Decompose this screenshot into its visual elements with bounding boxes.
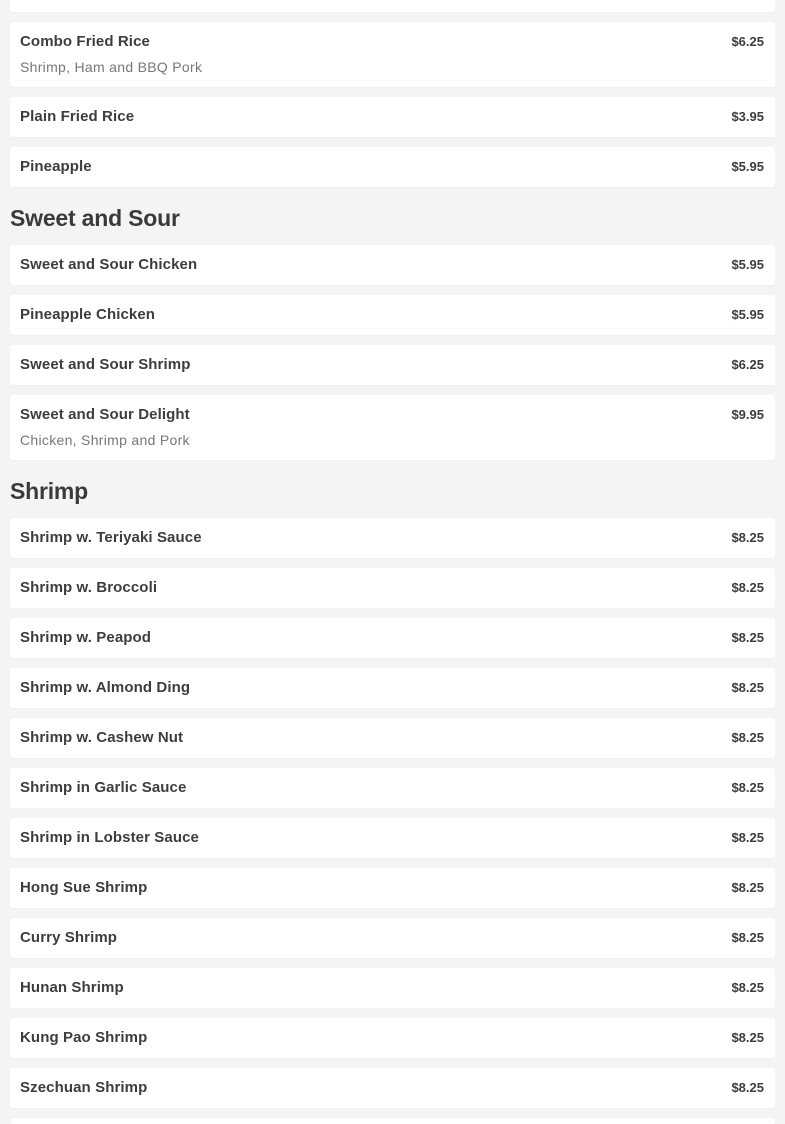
menu-item-name: Sweet and Sour Shrimp [20,356,191,373]
menu-item-price: $6.25 [731,357,764,372]
menu-item-card[interactable] [10,1018,775,1058]
menu-item-card[interactable] [10,395,775,460]
section-title-sweet-and-sour: Sweet and Sour [10,205,180,231]
menu-item-card[interactable] [10,668,775,708]
menu-item-card[interactable] [10,518,775,558]
menu-item-card[interactable] [10,618,775,658]
menu-item-name: Shrimp w. Almond Ding [20,679,191,696]
menu-item-name: Sweet and Sour Delight [20,406,190,423]
menu-item-name: Hunan Shrimp [20,979,124,996]
menu-item-card[interactable] [10,245,775,285]
menu-item-name: Pineapple [20,158,92,175]
menu-item-card[interactable] [10,295,775,335]
menu-item-price: $8.25 [731,830,764,845]
menu-item-price: $8.25 [731,1080,764,1095]
menu-item-card[interactable] [10,768,775,808]
menu-item-name: Pineapple Chicken [20,306,156,323]
menu-item-price: $3.95 [731,109,764,124]
menu-item-card[interactable] [10,345,775,385]
menu-item-name: Shrimp w. Peapod [20,629,152,646]
menu-item-name: Plain Fried Rice [20,108,135,125]
menu-item-name: Shrimp in Garlic Sauce [20,779,187,796]
menu-item-card[interactable] [10,818,775,858]
menu-item-name: Sweet and Sour Chicken [20,256,198,273]
menu-item-price: $9.95 [731,407,764,422]
section-title-shrimp: Shrimp [10,478,89,504]
menu-item-price: $8.25 [731,580,764,595]
menu-item-card[interactable] [10,868,775,908]
menu-item-name: Szechuan Shrimp [20,1079,148,1096]
menu-item-card[interactable] [10,97,775,137]
menu-item-price: $8.25 [731,930,764,945]
menu-item-card[interactable] [10,1068,775,1108]
menu-item-card[interactable] [10,718,775,758]
menu-item-card-partial-top[interactable] [10,0,775,12]
menu-item-name: Hong Sue Shrimp [20,879,148,896]
menu-item-name: Kung Pao Shrimp [20,1029,148,1046]
menu-item-card[interactable] [10,22,775,87]
menu-item-price: $8.25 [731,1030,764,1045]
menu-item-description: Shrimp, Ham and BBQ Pork [20,59,203,75]
menu-item-price: $5.95 [731,257,764,272]
menu-item-name: Shrimp w. Teriyaki Sauce [20,529,202,546]
menu-item-price: $8.25 [731,780,764,795]
menu-item-price: $8.25 [731,880,764,895]
menu-item-price: $8.25 [731,530,764,545]
menu-item-description: Chicken, Shrimp and Pork [20,432,190,448]
menu-item-name: Shrimp w. Cashew Nut [20,729,184,746]
menu-item-card[interactable] [10,147,775,187]
menu-item-price: $5.95 [731,307,764,322]
menu-item-name: Combo Fried Rice [20,33,150,50]
menu-item-price: $5.95 [731,159,764,174]
menu-item-price: $8.25 [731,680,764,695]
menu-item-name: Shrimp w. Broccoli [20,579,158,596]
menu-item-card[interactable] [10,968,775,1008]
menu-item-price: $8.25 [731,630,764,645]
menu-item-name: Curry Shrimp [20,929,118,946]
menu-item-price: $8.25 [731,980,764,995]
menu-item-card[interactable] [10,568,775,608]
menu-item-name: Shrimp in Lobster Sauce [20,829,200,846]
menu-item-card[interactable] [10,918,775,958]
menu-item-card-partial-bottom[interactable] [10,1118,775,1124]
menu-item-price: $8.25 [731,730,764,745]
menu-item-price: $6.25 [731,34,764,49]
